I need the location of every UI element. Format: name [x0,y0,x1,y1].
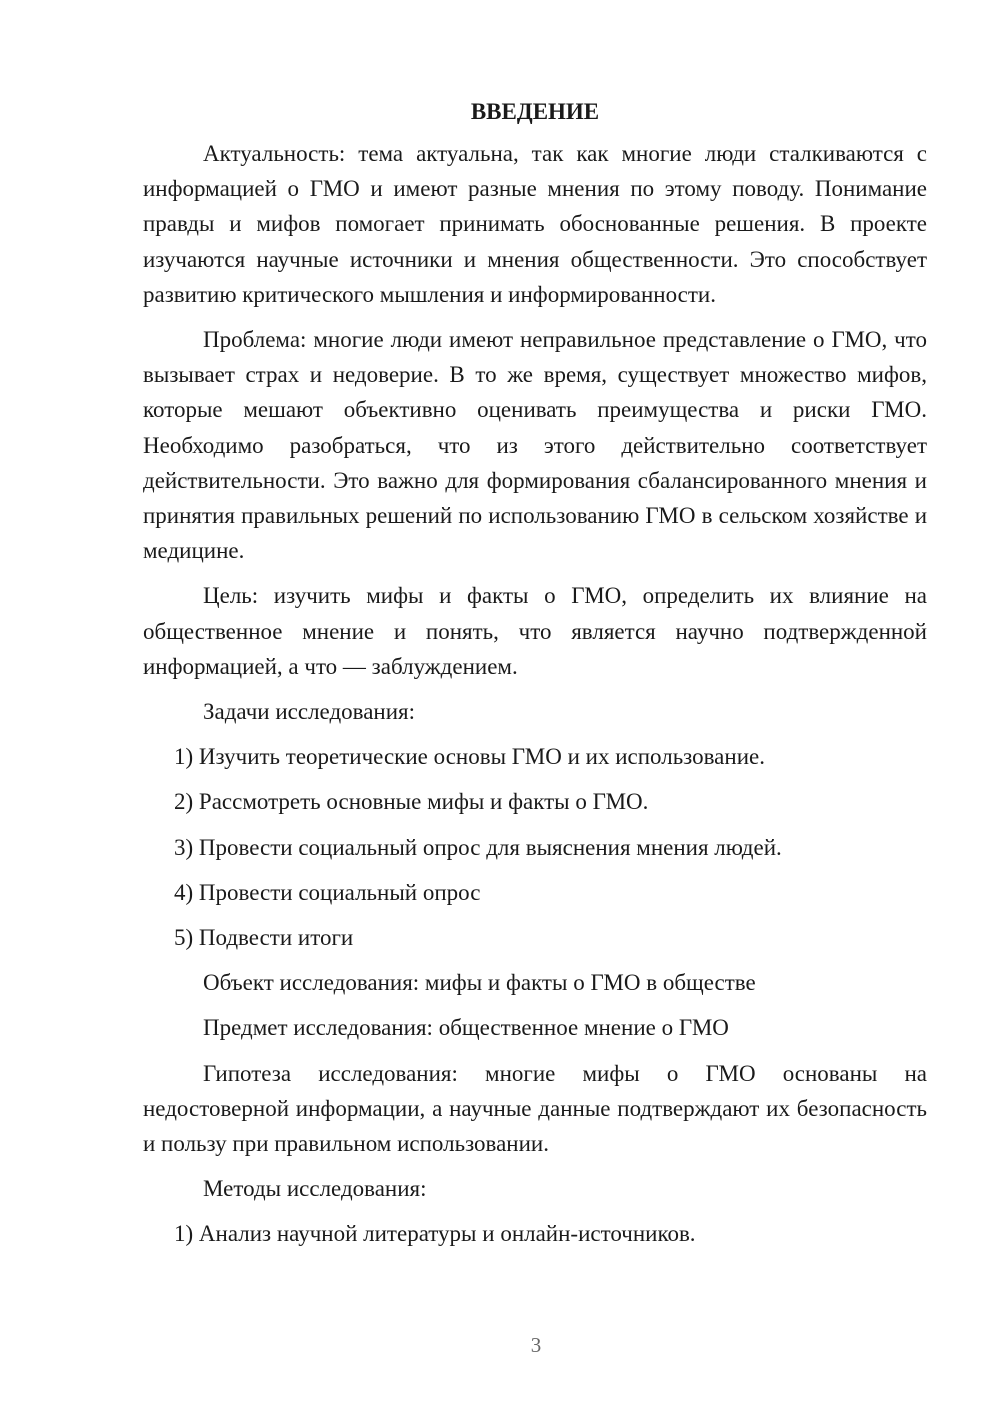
goal-paragraph: Цель: изучить мифы и факты о ГМО, определить их влияние на общественное мнение и понять, что является научно подтвержденной информацией, а что — заблуждением. [143,583,927,679]
object-line: Объект исследования: мифы и факты о ГМО в обществе [203,970,756,996]
problem-paragraph: Проблема: многие люди имеют неправильное представление о ГМО, что вызывает страх и недоверие. В то же время, существует множество мифов, которые мешают объективно оценивать преимущества и риски ГМО. Необходимо разобраться, что из этого действительно соответствует действительности. Это важно для формирования сбалансированного мнения и принятия правильных решений по использованию ГМО в сельском хозяйстве и медицине. [143,327,927,564]
subject-line: Предмет исследования: общественное мнение о ГМО [203,1015,729,1041]
hypothesis-paragraph: Гипотеза исследования: многие мифы о ГМО основаны на недостоверной информации, а научные данные подтверждают их безопасность и пользу при правильном использовании. [143,1060,927,1157]
task-item: 3) Провести социальный опрос для выяснения мнения людей. [174,834,782,860]
section-heading: ВВЕДЕНИЕ [470,99,600,124]
page-number: 3 [530,1333,542,1357]
task-item: 2) Рассмотреть основные мифы и факты о ГМО. [174,789,649,815]
task-item: 4) Провести социальный опрос [174,879,481,905]
tasks-title: Задачи исследования: [203,699,416,725]
page-content [143,94,927,1262]
method-item: 1) Анализ научной литературы и онлайн-источников. [174,1221,696,1247]
task-item: 1) Изучить теоретические основы ГМО и их использование. [174,744,765,770]
task-item: 5) Подвести итоги [174,925,354,951]
methods-title: Методы исследования: [203,1176,427,1202]
relevance-paragraph: Актуальность: тема актуальна, так как многие люди сталкиваются с информацией о ГМО и имеют разные мнения по этому поводу. Понимание правды и мифов помогает принимать обоснованные решения. В проекте изучаются научные источники и мнения общественности. Это способствует развитию критического мышления и информированности. [143,141,927,307]
